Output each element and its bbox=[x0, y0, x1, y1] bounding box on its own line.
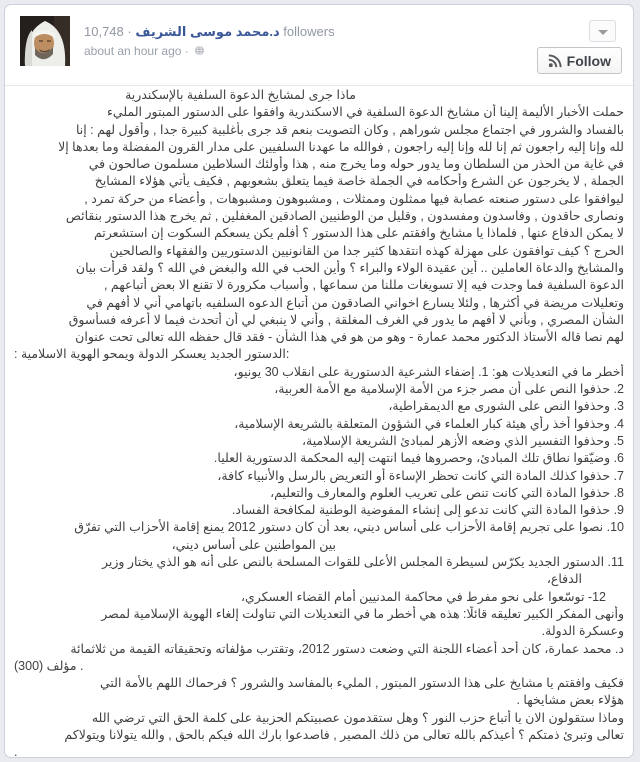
post-line: الدعوة السلفية فما وجدت فيه إلا تسويغات مللنا من سماعها , وأسباب مكرورة لا تقنع الا بعض أتباعهم , bbox=[103, 278, 624, 293]
followers-count: 10,748 bbox=[84, 24, 124, 39]
post-line: 8. حذفوا المادة التي كانت تنص على تعريب العلوم والمعارف والتعليم، bbox=[270, 485, 624, 500]
post-line: ماذا جرى لمشايخ الدعوة السلفية بالإسكندرية bbox=[125, 88, 356, 102]
post-line: بالفساد والشرور في اجتماع مجلس شوراهم , وكان التصويت بنعم قد جرى بأغلبية كبيرة جدا , وأقول لهم : إنا bbox=[75, 122, 624, 137]
timestamp-link[interactable]: about an hour ago bbox=[84, 44, 182, 58]
post-line: (300) مؤلف . bbox=[14, 658, 84, 673]
post-line: لا يمكن الدفاع عنها , فلماذا يا مشايخ وافقتم على هذا الدستور ؟ أفلم يكن يسعكم السكوت إن استشعرتم bbox=[93, 226, 624, 241]
post-line: وتعليلات مريضة في أكثرها , ولئلا يسارع اخواني الصادقون من أتباع الدعوه السلفيه باتهامي أني لا أفهم في bbox=[86, 295, 624, 310]
post-line: الجملة , لا يخرجون عن الشرع وأحكامه في الجملة خاصة فيما يتعلق بشعوبهم , فكيف يأتي هؤلاء المشايخ bbox=[94, 174, 624, 189]
post-line: 6. وضيّقوا نطاق تلك المبادئ، وحصروها فيما انتهت إليه المحكمة الدستورية العليا. bbox=[213, 451, 624, 466]
post-line: 4. وحذفوا أخذ رأي هيئة كبار العلماء في الشؤون المتعلقة بالشريعة الإسلامية، bbox=[234, 416, 624, 431]
post-line: أخطر ما في التعديلات هو: 1. إضفاء الشرعية الدستورية على انقلاب 30 يونيو، bbox=[233, 364, 624, 379]
separator-dot: · bbox=[127, 24, 132, 39]
post-line: 10. نصوا على تجريم إقامة الأحزاب على أساس ديني، بعد أن كان دستور 2012 يمنع إقامة الأحزاب التي تفرّق bbox=[74, 520, 624, 535]
post-line: وعسكرة الدولة. bbox=[541, 624, 624, 639]
timestamp-row bbox=[84, 44, 205, 59]
post-line: في غاية من الحذر من السلطان وما يدور حوله وما يخرج منه , هذا وأولئك السلاطين مسلمون صالحون في bbox=[88, 157, 624, 172]
post-line: 12- توسّعوا على نحو مفرط في محاكمة المدنيين أمام القضاء العسكري، bbox=[240, 589, 606, 604]
post-line: 11. الدستور الجديد يكرّس لسيطرة المجلس الأعلى للقوات المسلحة بالنص على أنه هو الذي يختار وزير bbox=[102, 555, 624, 570]
globe-icon bbox=[194, 45, 205, 59]
post-line: تعالى وتبرئ ذمتكم ؟ أعيذكم بالله تعالى من ذلك المصير , فاصدعوا بارك الله فيكم بالحق , والله يتولانا ويتولاكم bbox=[64, 727, 624, 742]
timestamp-separator: · bbox=[184, 44, 189, 58]
post-line: هؤلاء بعض مشايخها . bbox=[516, 693, 624, 708]
post-line: . bbox=[14, 745, 18, 760]
post-line: والمشايخ والدعاة العاملين .. أين عقيدة الولاء والبراء ؟ وأين الحب في الله والبغض في الله ؟ ولقد قرأت بيان bbox=[75, 260, 624, 275]
post-card bbox=[4, 4, 634, 758]
post-line: 9. حذفوا المادة التي كانت تدعو إلى إنشاء المفوضية الوطنية لمكافحة الفساد. bbox=[231, 503, 624, 518]
post-text bbox=[5, 86, 633, 762]
follow-button-label: Follow bbox=[566, 52, 611, 69]
post-line: د. محمد عمارة، كان أحد أعضاء اللجنة التي وضعت دستور 2012، وتقترب مؤلفاته وتحقيقاته القيمة من ثلاثمائة bbox=[70, 641, 624, 656]
profile-name-link[interactable]: د.محمد موسى الشريف bbox=[135, 24, 280, 39]
story-options-button[interactable] bbox=[589, 20, 616, 42]
chevron-down-icon bbox=[598, 30, 608, 35]
post-line: ليوافقوا على دستور صنعته عصابة فيها ممثلون وممثلات , ومشبوهون ومشبوهات , وأعضاء من حركة تمرد , bbox=[84, 191, 624, 206]
post-line: ونصارى حاقدون , وفاسدون ومفسدون , وقليل من الوطنيين الصادقين المغفلين , ثم يخرج هذا الدستور بنقائص bbox=[65, 209, 624, 224]
post-line: 7. حذفوا كذلك المادة التي كانت تحظر الإساءة أو التعريض بالرسل والأنبياء كافة، bbox=[217, 468, 624, 483]
post-line: الحرج ؟ كيف توافقون على مهزلة كهذه انتقدها كثير جدا من القانونيين الدستوريين والفقهاء والصالحين bbox=[109, 243, 624, 258]
follow-button[interactable] bbox=[537, 47, 622, 74]
rss-icon bbox=[548, 54, 562, 68]
followers-label: followers bbox=[283, 24, 335, 39]
post-line: وماذا ستقولون الان يا أتباع حزب النور ؟ وهل ستقدمون عصبيتكم الحزبية على كلمة الحق التي ترضي الله bbox=[91, 710, 624, 725]
post-line: الشأن المصري , وبأني لا أفهم ما يدور في الغرف المغلقة , وأني لا ينبغي لي أن أتحدث فيما لا أعرفه فسأسوق bbox=[68, 312, 624, 327]
post-line: الدفاع، bbox=[546, 572, 582, 587]
post-line: لهم نصا قاله الأستاذ الدكتور محمد عمارة - وهو من هو في هذا الشأن - فقد قال حفظه الله تعالى تحت عنوان bbox=[75, 330, 624, 345]
post-line: لله وإنا إليه راجعون ثم إنا لله وإنا إليه راجعون , فوالله ما عهدنا السلفيين على مدار القرون المفضلة وما بعدها إلا bbox=[58, 139, 624, 154]
post-line: :الدستور الجديد يعسكر الدولة ويمحو الهوية الاسلامية : bbox=[14, 347, 290, 362]
post-line: 2. حذفوا النص على أن مصر جزء من الأمة الإسلامية مع الأمة العربية، bbox=[274, 382, 624, 397]
post-line: 5. وحذفوا التفسير الذي وضعه الأزهر لمبادئ الشريعة الإسلامية، bbox=[301, 433, 624, 448]
avatar[interactable] bbox=[20, 16, 70, 66]
post-header bbox=[5, 5, 633, 86]
avatar-photo bbox=[20, 16, 70, 66]
post-line: وأنهى المفكر الكبير تعليقه قائلًا: هذه هي أخطر ما في التعديلات التي تناولت إلغاء الهوية الإسلامية لمصر bbox=[101, 606, 624, 621]
name-row bbox=[84, 24, 335, 40]
post-line: حملت الأخبار الأليمة إلينا أن مشايخ الدعوة السلفية في الاسكندرية وافقوا على الدستور المبتور المليء bbox=[107, 105, 624, 120]
post-line: 3. وحذفوا النص على الشورى مع الديمقراطية، bbox=[388, 399, 624, 414]
post-line: فكيف وافقتم يا مشايخ على هذا الدستور المبتور , المليء بالمفاسد والشرور ؟ فرحماك اللهم بالأمة التي bbox=[99, 676, 624, 691]
post-line: بين المواطنين على أساس ديني، bbox=[171, 537, 336, 552]
